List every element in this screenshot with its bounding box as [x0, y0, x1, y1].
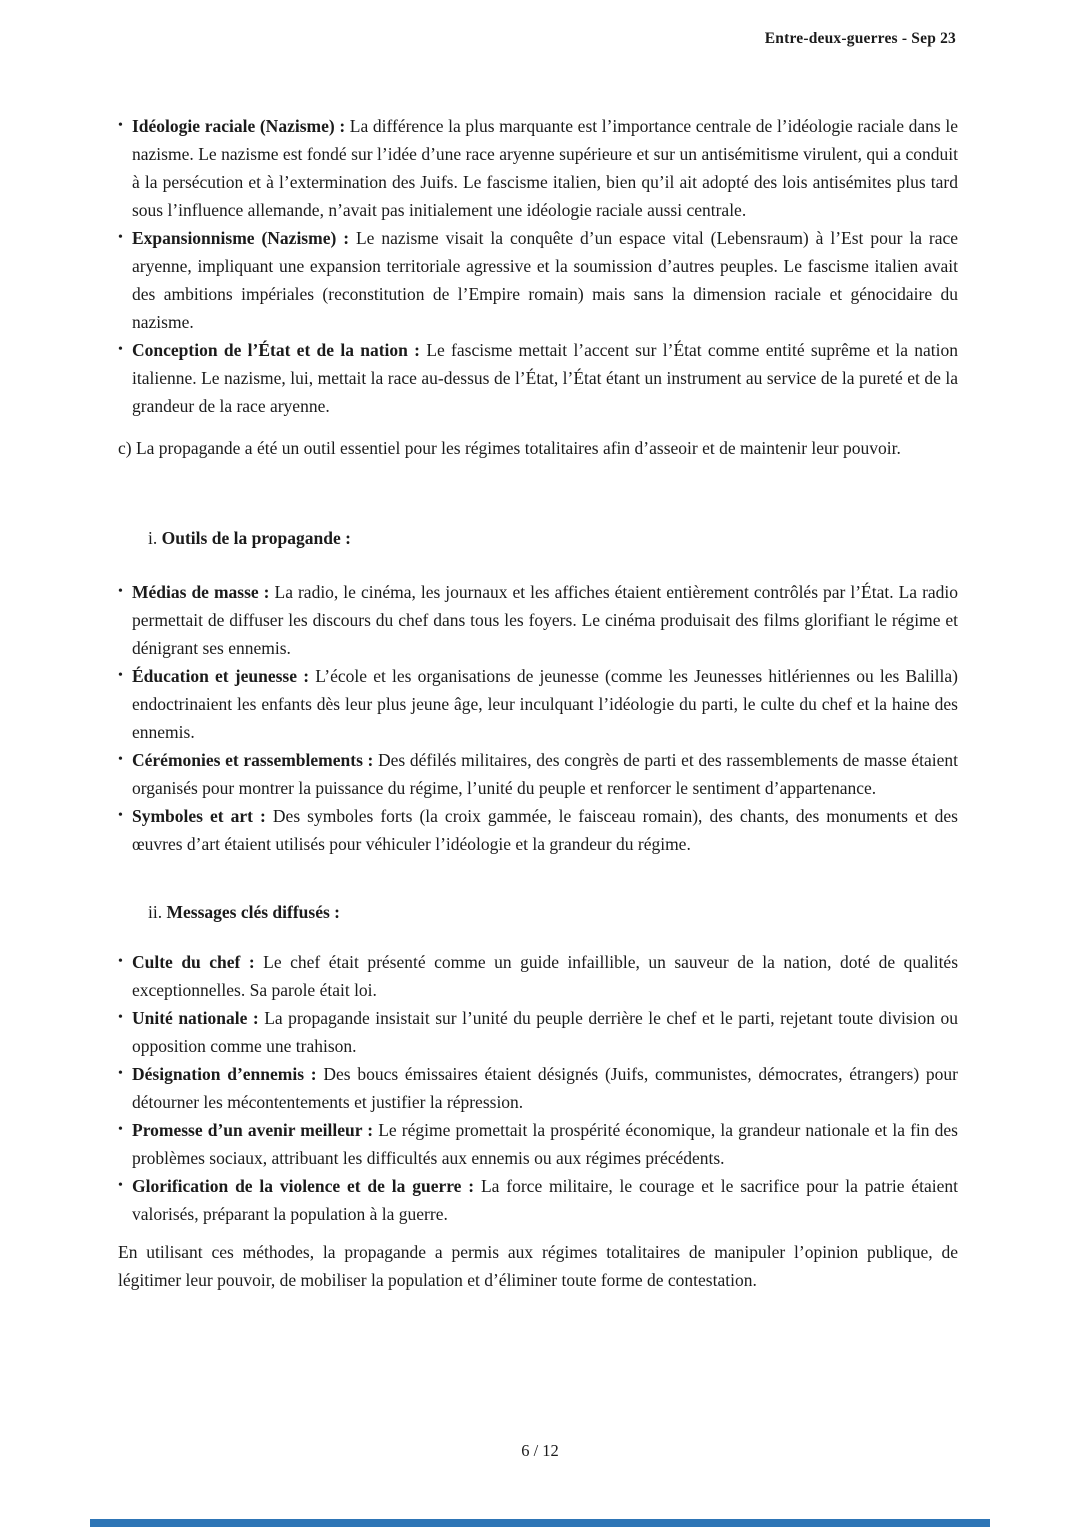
list-item-lead: Expansionnisme (Nazisme) :: [132, 228, 350, 248]
list-item-text: Le fascisme mettait l’accent sur l’État comme entité suprême et la nation italienne. Le nazisme, lui, mettait la race au-dessus de l’État, l’État étant un instrument au service de la pureté et de la grandeur de la race aryenne.: [132, 340, 959, 416]
list-item: [132, 1004, 958, 1060]
list-item-text: Des défilés militaires, des congrès de parti et des rassemblements de masse étaient organisés pour montrer la puissance du régime, l’unité du peuple et renforcer le sentiment d’appartenance.: [132, 750, 958, 798]
list-item: [132, 1116, 958, 1172]
list-item-lead: Médias de masse :: [132, 582, 270, 602]
list-item-lead: Unité nationale :: [132, 1008, 259, 1028]
list-item: [132, 112, 958, 224]
bullet-list-fascisme-nazisme: [118, 112, 958, 420]
list-item: [132, 802, 958, 858]
list-item: [132, 1172, 958, 1228]
list-item-text: Des symboles forts (la croix gammée, le faisceau romain), des chants, des monuments et des œuvres d’art étaient utilisés pour véhiculer l’idéologie et la grandeur du régime.: [132, 806, 958, 854]
list-item-text: Le régime promettait la prospérité économique, la grandeur nationale et la fin des problèmes sociaux, attribuant les difficultés aux ennemis ou aux régimes précédents.: [132, 1120, 958, 1168]
list-item-text: Le nazisme visait la conquête d’un espace vital (Lebensraum) à l’Est pour la race aryenne, impliquant une expansion territoriale agressive et la soumission d’autres peuples. Le fascisme italien avait des ambitions impériales (reconstitution de l’Empire romain) mais sans la dimension raciale et génocidaire du nazisme.: [132, 228, 959, 332]
bullet-list-messages-cles: [118, 948, 958, 1228]
subsection-number: i.: [148, 528, 158, 548]
paragraph-propagande-intro: c) La propagande a été un outil essentiel pour les régimes totalitaires afin d’asseoir et de maintenir leur pouvoir.: [118, 438, 901, 458]
list-item: [132, 224, 958, 336]
list-item-text: La différence la plus marquante est l’importance centrale de l’idéologie raciale dans le nazisme. Le nazisme est fondé sur l’idée d’une race aryenne supérieure et sur un antisémitisme virulent, qui a conduit à la persécution et à l’extermination des Juifs. Le fascisme italien, bien qu’il ait adopté des lois antisémites plus tard sous l’influence allemande, n’avait pas initialement une idéologie raciale aussi centrale.: [132, 116, 958, 220]
list-item: [132, 578, 958, 662]
subsection-heading-outils: [148, 524, 958, 552]
list-item-text: L’école et les organisations de jeunesse (comme les Jeunesses hitlériennes ou les Balilla) endoctrinaient les enfants dès leur plus jeune âge, leur inculquant l’idéologie du parti, le culte du chef et la haine des ennemis.: [132, 666, 959, 742]
subsection-heading-messages: [148, 898, 958, 926]
list-item: [132, 336, 958, 420]
page-number: 6 / 12: [521, 1441, 559, 1460]
paragraph-conclusion: En utilisant ces méthodes, la propagande a permis aux régimes totalitaires de manipuler l’opinion publique, de légitimer leur pouvoir, de mobiliser la population et d’éliminer toute forme de contestation.: [118, 1242, 958, 1290]
list-item-lead: Idéologie raciale (Nazisme) :: [132, 116, 346, 136]
list-item-lead: Conception de l’État et de la nation :: [132, 340, 421, 360]
list-item-lead: Cérémonies et rassemblements :: [132, 750, 374, 770]
page-header: [765, 30, 956, 48]
subsection-title: Outils de la propagande :: [161, 528, 351, 548]
subsection-title: Messages clés diffusés :: [166, 902, 340, 922]
subsection-number: ii.: [148, 902, 163, 922]
list-item-text: Des boucs émissaires étaient désignés (Juifs, communistes, démocrates, étrangers) pour détourner les mécontentements et justifier la répression.: [132, 1064, 959, 1112]
list-item-text: La propagande insistait sur l’unité du peuple derrière le chef et le parti, rejetant toute division ou opposition comme une trahison.: [132, 1008, 959, 1056]
list-item: [132, 948, 958, 1004]
page-footer: [0, 1441, 1080, 1461]
list-item-lead: Glorification de la violence et de la guerre :: [132, 1176, 475, 1196]
list-item: [132, 1060, 958, 1116]
list-item-lead: Symboles et art :: [132, 806, 266, 826]
bullet-list-outils-propagande: [118, 578, 958, 858]
list-item-text: La force militaire, le courage et le sacrifice pour la patrie étaient valorisés, préparant la population à la guerre.: [132, 1176, 959, 1224]
list-item-lead: Culte du chef :: [132, 952, 255, 972]
list-item: [132, 662, 958, 746]
list-item-lead: Éducation et jeunesse :: [132, 666, 310, 686]
list-item-lead: Promesse d’un avenir meilleur :: [132, 1120, 374, 1140]
list-item: [132, 746, 958, 802]
running-header-title: Entre-deux-guerres - Sep 23: [764, 30, 956, 47]
document-content: [118, 112, 958, 1294]
list-item-text: La radio, le cinéma, les journaux et les affiches étaient entièrement contrôlés par l’État. La radio permettait de diffuser les discours du chef dans tous les foyers. Le cinéma produisait des films glorifiant le régime et dénigrant ses ennemis.: [132, 582, 959, 658]
bottom-accent-bar: [90, 1519, 990, 1527]
list-item-text: Le chef était présenté comme un guide infaillible, un sauveur de la nation, doté de qualités exceptionnelles. Sa parole était loi.: [132, 952, 959, 1000]
list-item-lead: Désignation d’ennemis :: [132, 1064, 317, 1084]
